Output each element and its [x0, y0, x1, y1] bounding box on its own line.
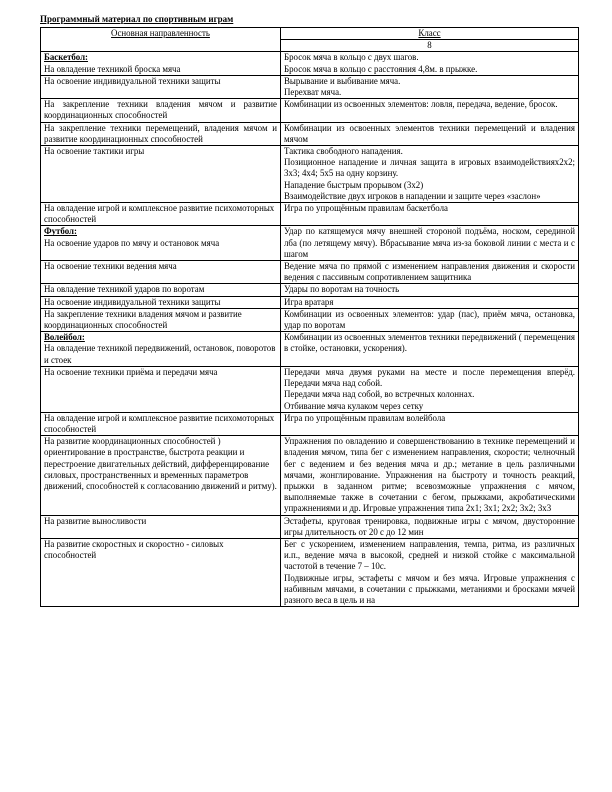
direction-cell [41, 261, 281, 284]
content-line: Ведение мяча по прямой с изменением направления движения и скорости ведения с пассивным сопротивлением защитника [284, 261, 575, 283]
content-line: Взаимодействие двух игроков в нападении и защите через «заслон» [284, 190, 541, 201]
direction-text: На развитие координационных способностей ) ориентирование в пространстве, быстрота реакции и перестроение двигательных действий, дифференцирование силовых, пространственных и временных параметров движений, способностей к согласованию движений и ритму). [44, 436, 277, 491]
direction-cell [41, 52, 281, 75]
direction-text: На закрепление техники владения мячом и развитие координационных способностей [44, 308, 242, 331]
table-row [41, 284, 579, 296]
content-line: Игра по упрощённым правилам волейбола [284, 412, 446, 423]
sport-section-title: Баскетбол: [44, 52, 89, 63]
content-line: Эстафеты, круговая тренировка, подвижные игры с мячом, двусторонние игры длительность от 20 с до 12 мин [284, 515, 575, 537]
direction-cell [41, 296, 281, 308]
header-grade: 8 [281, 40, 579, 52]
table-row [41, 122, 579, 145]
direction-text: На развитие скоростных и скоростно - силовых способностей [44, 538, 224, 561]
content-cell [281, 296, 579, 308]
table-row [41, 366, 579, 412]
direction-text: На закрепление техники владения мячом и развитие координационных способностей [44, 99, 277, 121]
content-line: Удар по катящемуся мячу внешней стороной подъёма, носком, серединой лба (по летящему мячу). Вбрасывание мяча из-за боковой линии с места и с шагом [284, 226, 575, 259]
content-line: Позиционное нападение и личная защита в игровых взаимодействиях2х2; 3х3; 4х4; 5х5 на одну корзину. [284, 157, 575, 179]
table-row [41, 261, 579, 284]
direction-cell [41, 146, 281, 203]
direction-cell [41, 515, 281, 538]
table-row [41, 308, 579, 331]
content-line: Нападение быстрым прорывом (3х2) [284, 179, 424, 190]
direction-text: На освоение индивидуальной техники защиты [44, 296, 221, 307]
direction-cell [41, 412, 281, 435]
content-cell [281, 75, 579, 98]
direction-cell [41, 284, 281, 296]
content-line: Комбинации из освоенных элементов техники перемещений и владения мячом [284, 122, 575, 144]
direction-text: На освоение тактики игры [44, 146, 145, 157]
table-row [41, 332, 579, 367]
direction-text: На овладение техникой передвижений, остановок, поворотов и стоек [44, 343, 276, 365]
direction-text: На освоение индивидуальной техники защиты [44, 75, 221, 86]
content-line: Вырывание и выбивание мяча. [284, 75, 401, 86]
direction-cell [41, 308, 281, 331]
direction-text: На закрепление техники перемещений, владения мячом и развитие координационных способностей [44, 122, 277, 144]
content-line: Передачи мяча двумя руками на месте и после перемещения вперёд. Передачи мяча над собой. [284, 366, 575, 389]
content-cell [281, 226, 579, 261]
table-row [41, 436, 579, 515]
table-row [41, 75, 579, 98]
content-cell [281, 332, 579, 367]
direction-text: На освоение техники ведения мяча [44, 261, 177, 272]
content-line: Комбинации из освоенных элементов: удар (пас), приём мяча, остановка, удар по воротам [284, 308, 575, 331]
content-cell [281, 122, 579, 145]
direction-cell [41, 366, 281, 412]
direction-cell [41, 332, 281, 367]
content-cell [281, 308, 579, 331]
content-line: Комбинации из освоенных элементов: ловля, передача, ведение, бросок. [284, 99, 558, 110]
direction-text: На овладение техникой ударов по воротам [44, 284, 205, 295]
content-cell [281, 99, 579, 122]
table-row [41, 296, 579, 308]
table-row [41, 515, 579, 538]
content-line: Игра по упрощённым правилам баскетбола [284, 203, 448, 214]
direction-text: На овладение игрой и комплексное развитие психомоторных способностей [44, 203, 275, 225]
content-cell [281, 261, 579, 284]
direction-cell [41, 538, 281, 606]
table-row [41, 226, 579, 261]
content-line: Бег с ускорением, изменением направления, темпа, ритма, из различных и.п., ведение мяча в высокой, средней и низкой стойке с максимальной частотой в течение 7 – 10с. [284, 538, 575, 572]
content-cell [281, 146, 579, 203]
sport-section-title: Футбол: [44, 226, 77, 237]
content-line: Упражнения по овладению и совершенствованию в технике перемещений и владения мячом, типа бег с изменением направления, скорости; челночный бег с ведением и без ведения мяча и др.; метание в цель различными мячами, жонглирование. Упражнения на быстроту и точность реакций, прыжки в заданном ритме; всевозможные упражнения с мячом, выполняемые также в сочетании с бегом, прыжками, акробатическими упражнениями и др. Игровые упражнения типа 2х1; 3х1; 2х2; 3х2; 3х3 [284, 436, 575, 514]
header-direction: Основная направленность [41, 28, 281, 52]
content-cell [281, 412, 579, 435]
content-cell [281, 284, 579, 296]
content-line: Подвижные игры, эстафеты с мячом и без мяча. Игровые упражнения с набивным мячами, в сочетании с прыжками, метаниями и бросками мячей разного веса в цель и на [284, 572, 575, 605]
table-row [41, 52, 579, 75]
program-table [40, 27, 579, 607]
content-line: Бросок мяча в кольцо с расстояния 4,8м. в прыжке. [284, 63, 478, 74]
content-line: Перехват мяча. [284, 87, 342, 98]
content-line: Тактика свободного нападения. [284, 146, 403, 157]
table-row [41, 146, 579, 203]
sport-section-title: Волейбол: [44, 332, 85, 343]
content-cell [281, 203, 579, 226]
content-cell [281, 436, 579, 515]
content-cell [281, 515, 579, 538]
direction-cell [41, 75, 281, 98]
document-title: Программный материал по спортивным играм [40, 14, 234, 24]
direction-cell [41, 99, 281, 122]
direction-cell [41, 436, 281, 515]
table-row [41, 203, 579, 226]
content-line: Передачи мяча над собой, во встречных колоннах. [284, 389, 475, 400]
header-class: Класс [281, 28, 579, 40]
content-cell [281, 52, 579, 75]
table-row [41, 538, 579, 606]
direction-cell [41, 122, 281, 145]
table-header-row [41, 28, 579, 40]
content-line: Игра вратаря [284, 296, 334, 307]
direction-text: На овладение игрой и комплексное развитие психомоторных способностей [44, 412, 275, 434]
content-line: Комбинации из освоенных элементов техники передвижений ( перемещения в стойке, остановки, ускорения). [284, 332, 575, 354]
content-line: Бросок мяча в кольцо с двух шагов. [284, 52, 419, 63]
direction-text: На освоение ударов по мячу и остановок мяча [44, 237, 220, 248]
content-cell [281, 538, 579, 606]
table-row [41, 99, 579, 122]
table-row [41, 412, 579, 435]
table-body [41, 52, 579, 607]
content-cell [281, 366, 579, 412]
direction-text: На развитие выносливости [44, 515, 147, 526]
direction-cell [41, 203, 281, 226]
direction-text: На освоение техники приёма и передачи мяча [44, 366, 218, 377]
direction-text: На овладение техникой броска мяча [44, 63, 181, 74]
content-line: Отбивание мяча кулаком через сетку [284, 400, 424, 411]
direction-cell [41, 226, 281, 261]
content-line: Удары по воротам на точность [284, 284, 400, 295]
